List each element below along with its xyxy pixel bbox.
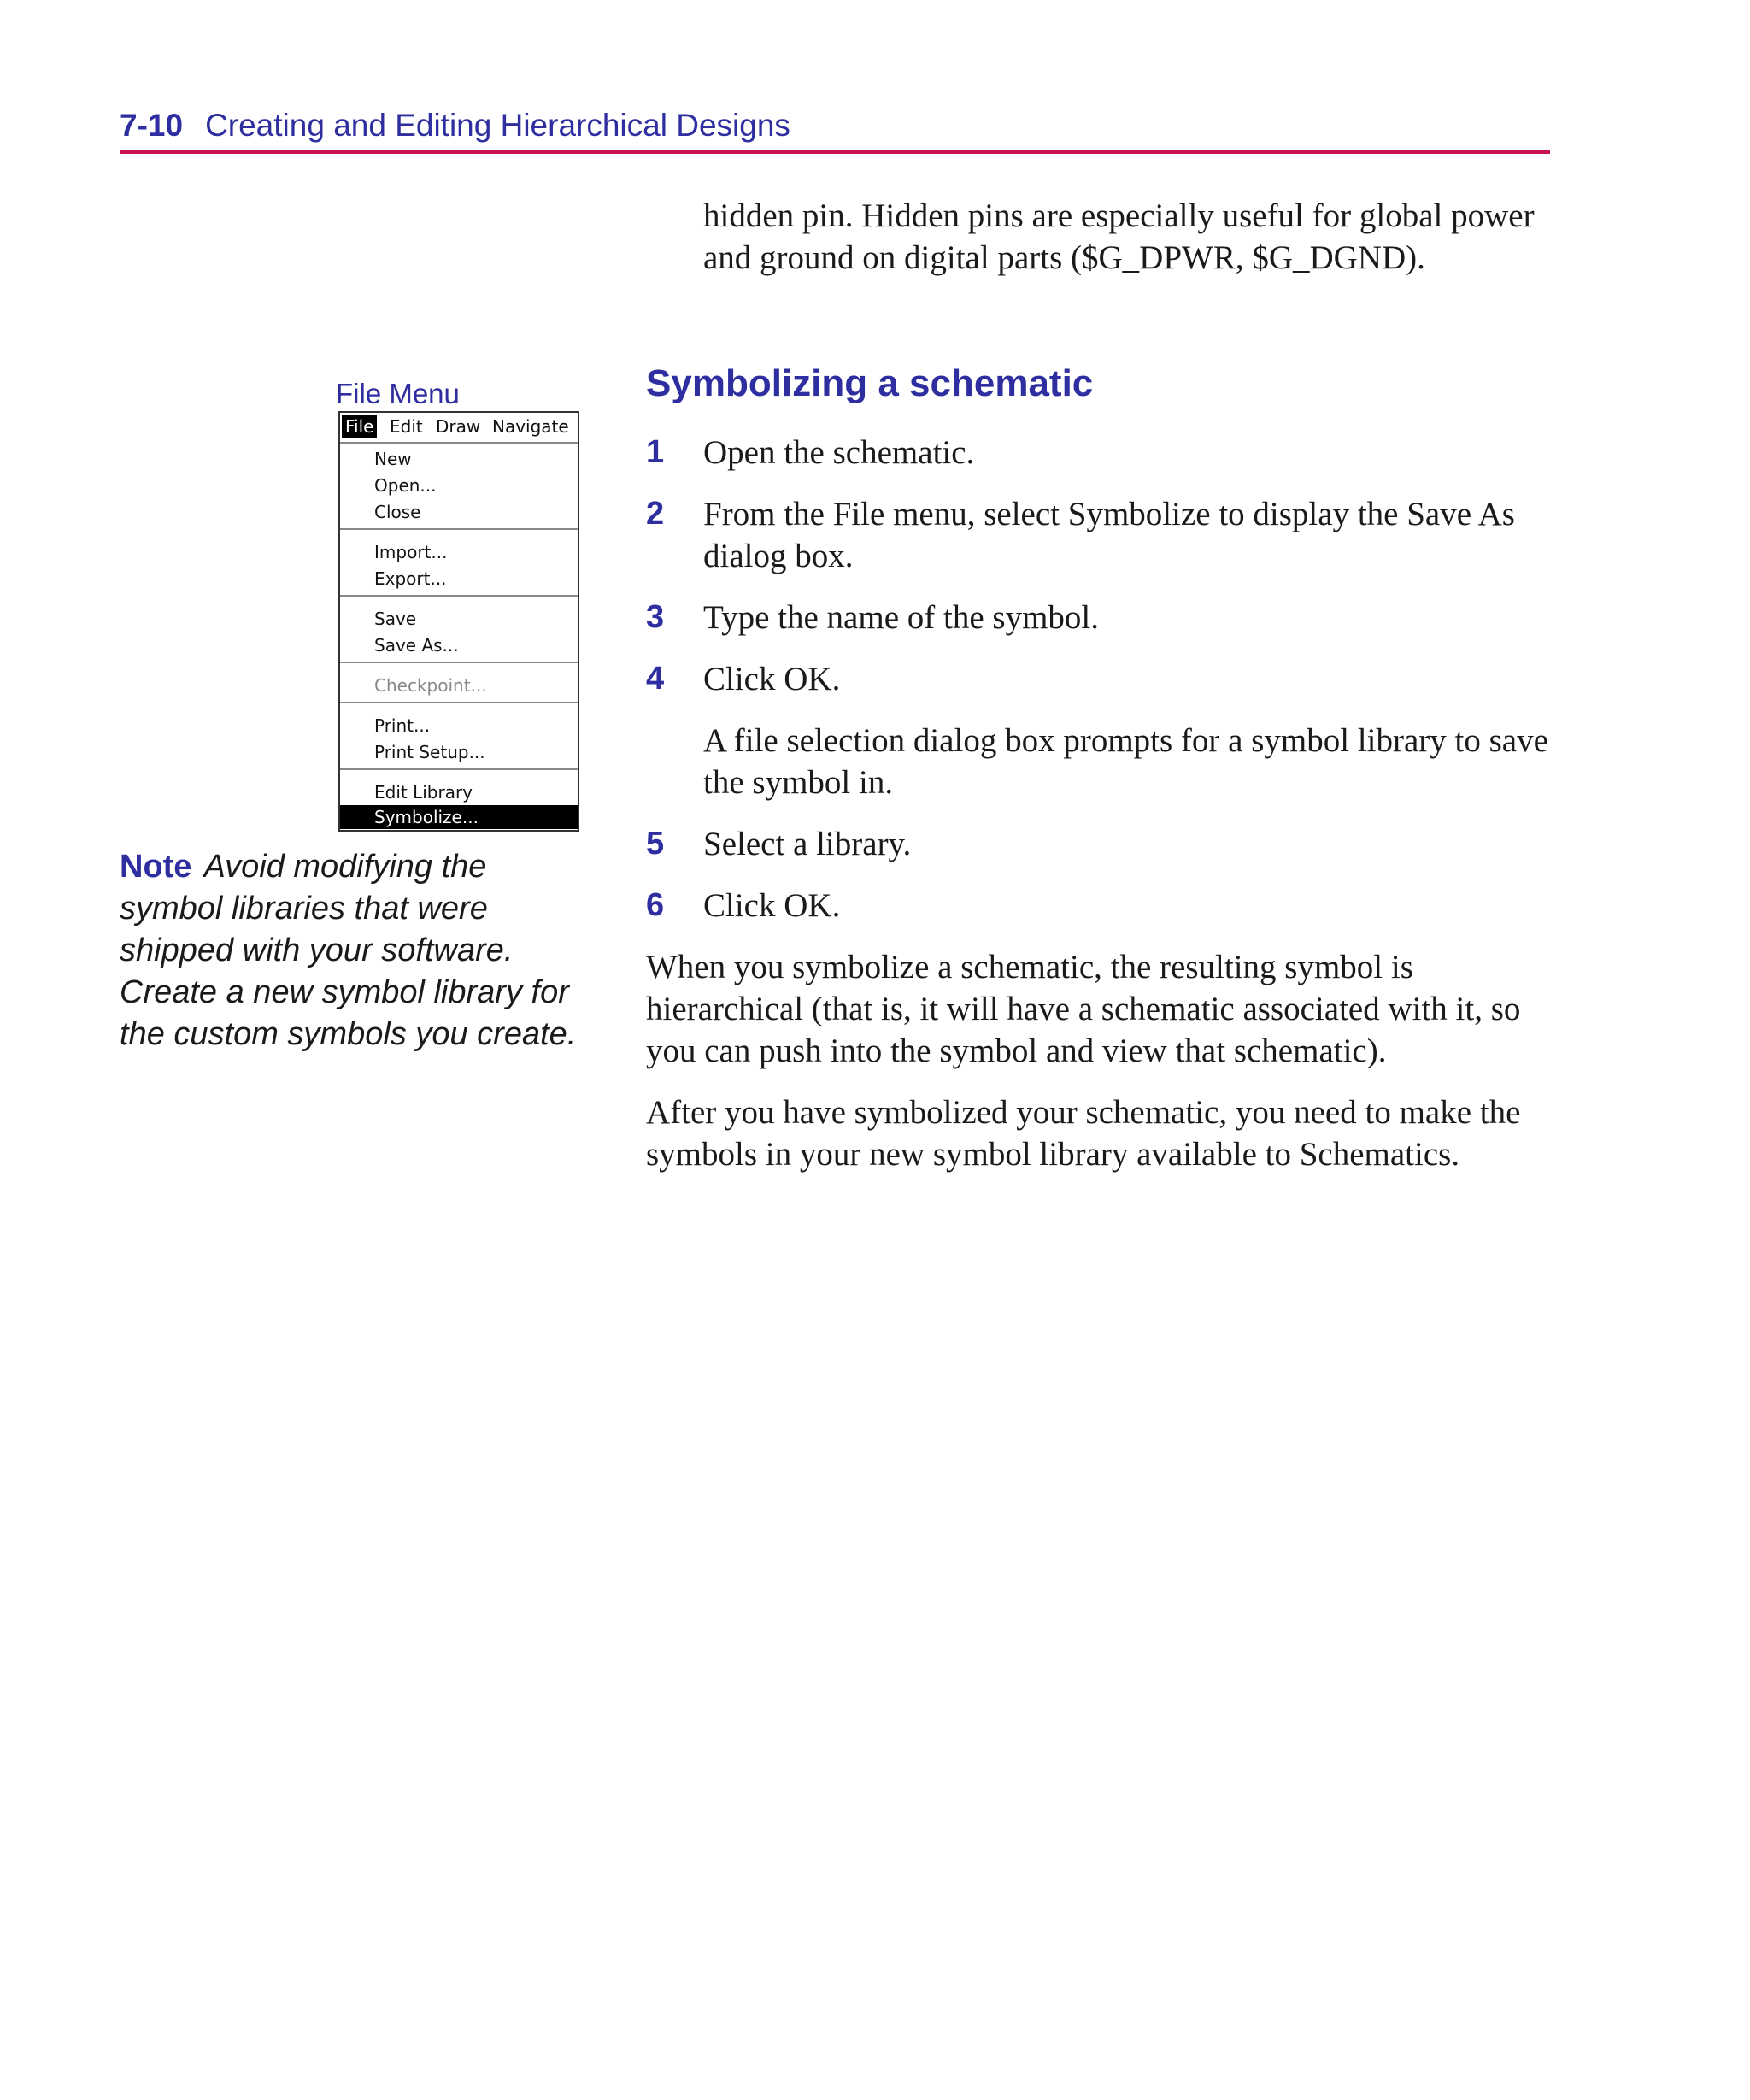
step-text: Type the name of the symbol. — [703, 599, 1099, 636]
step-number: 3 — [646, 599, 665, 635]
menubar-divider — [340, 442, 578, 444]
menu-item-open[interactable]: Open... — [374, 475, 437, 496]
menu-item-symbolize[interactable]: Symbolize... — [340, 805, 578, 829]
step-number: 1 — [646, 434, 665, 470]
body-paragraph: When you symbolize a schematic, the resulting symbol is hierarchical (that is, it will have a schematic associated with it, so you can push into the symbol and view that schematic). — [646, 949, 1521, 1069]
step-number: 6 — [646, 887, 665, 923]
step-number: 4 — [646, 661, 665, 697]
header-rule — [120, 150, 1550, 154]
figure-caption: File Menu — [336, 378, 460, 409]
section-title: Symbolizing a schematic — [646, 362, 1094, 404]
step-detail: A file selection dialog box prompts for a symbol library to save the symbol in. — [703, 722, 1548, 801]
step-text: Select a library. — [703, 826, 912, 862]
page-number: 7-10 — [120, 108, 184, 143]
intro-continuation: hidden pin. Hidden pins are especially useful for global power and ground on digital parts ($G_DPWR, $G_DGND). — [703, 197, 1535, 276]
file-menu-figure — [338, 411, 579, 832]
note-text: Avoid modifying the symbol libraries that were shipped with your software. Create a new symbol library for the custom symbols you create. — [120, 849, 577, 1052]
page-header — [120, 108, 790, 144]
menu-item-export[interactable]: Export... — [374, 568, 447, 589]
step-number: 2 — [646, 496, 665, 532]
menu-item-new[interactable]: New — [374, 449, 412, 469]
step-text: From the File menu, select Symbolize to display the Save As dialog box. — [703, 496, 1515, 574]
body-paragraph: After you have symbolized your schematic, you need to make the symbols in your new symbol library available to Schematics. — [646, 1094, 1521, 1173]
chapter-title: Creating and Editing Hierarchical Designs — [205, 108, 790, 143]
menu-edit[interactable]: Edit — [390, 416, 423, 437]
menu-item-print[interactable]: Print... — [374, 715, 431, 736]
menu-separator — [340, 768, 578, 770]
menu-navigate[interactable]: Navigate — [492, 416, 569, 437]
menu-item-close[interactable]: Close — [374, 502, 421, 522]
menu-separator — [340, 528, 578, 530]
menu-item-checkpoint: Checkpoint... — [374, 675, 487, 696]
menu-file[interactable]: File — [342, 415, 377, 438]
menu-separator — [340, 702, 578, 703]
note-block — [120, 846, 598, 1056]
menu-draw[interactable]: Draw — [436, 416, 481, 437]
menu-item-edit-library[interactable]: Edit Library — [374, 782, 473, 803]
step-text: Click OK. — [703, 661, 841, 697]
menu-separator — [340, 595, 578, 597]
menu-item-print-setup[interactable]: Print Setup... — [374, 742, 485, 762]
step-number: 5 — [646, 826, 665, 862]
step-text: Open the schematic. — [703, 434, 975, 471]
menu-item-save[interactable]: Save — [374, 609, 417, 629]
menu-item-import[interactable]: Import... — [374, 542, 448, 562]
menu-bar — [340, 413, 578, 440]
note-label: Note — [120, 849, 192, 885]
step-text: Click OK. — [703, 887, 841, 924]
menu-separator — [340, 662, 578, 663]
menu-item-save-as[interactable]: Save As... — [374, 635, 459, 656]
